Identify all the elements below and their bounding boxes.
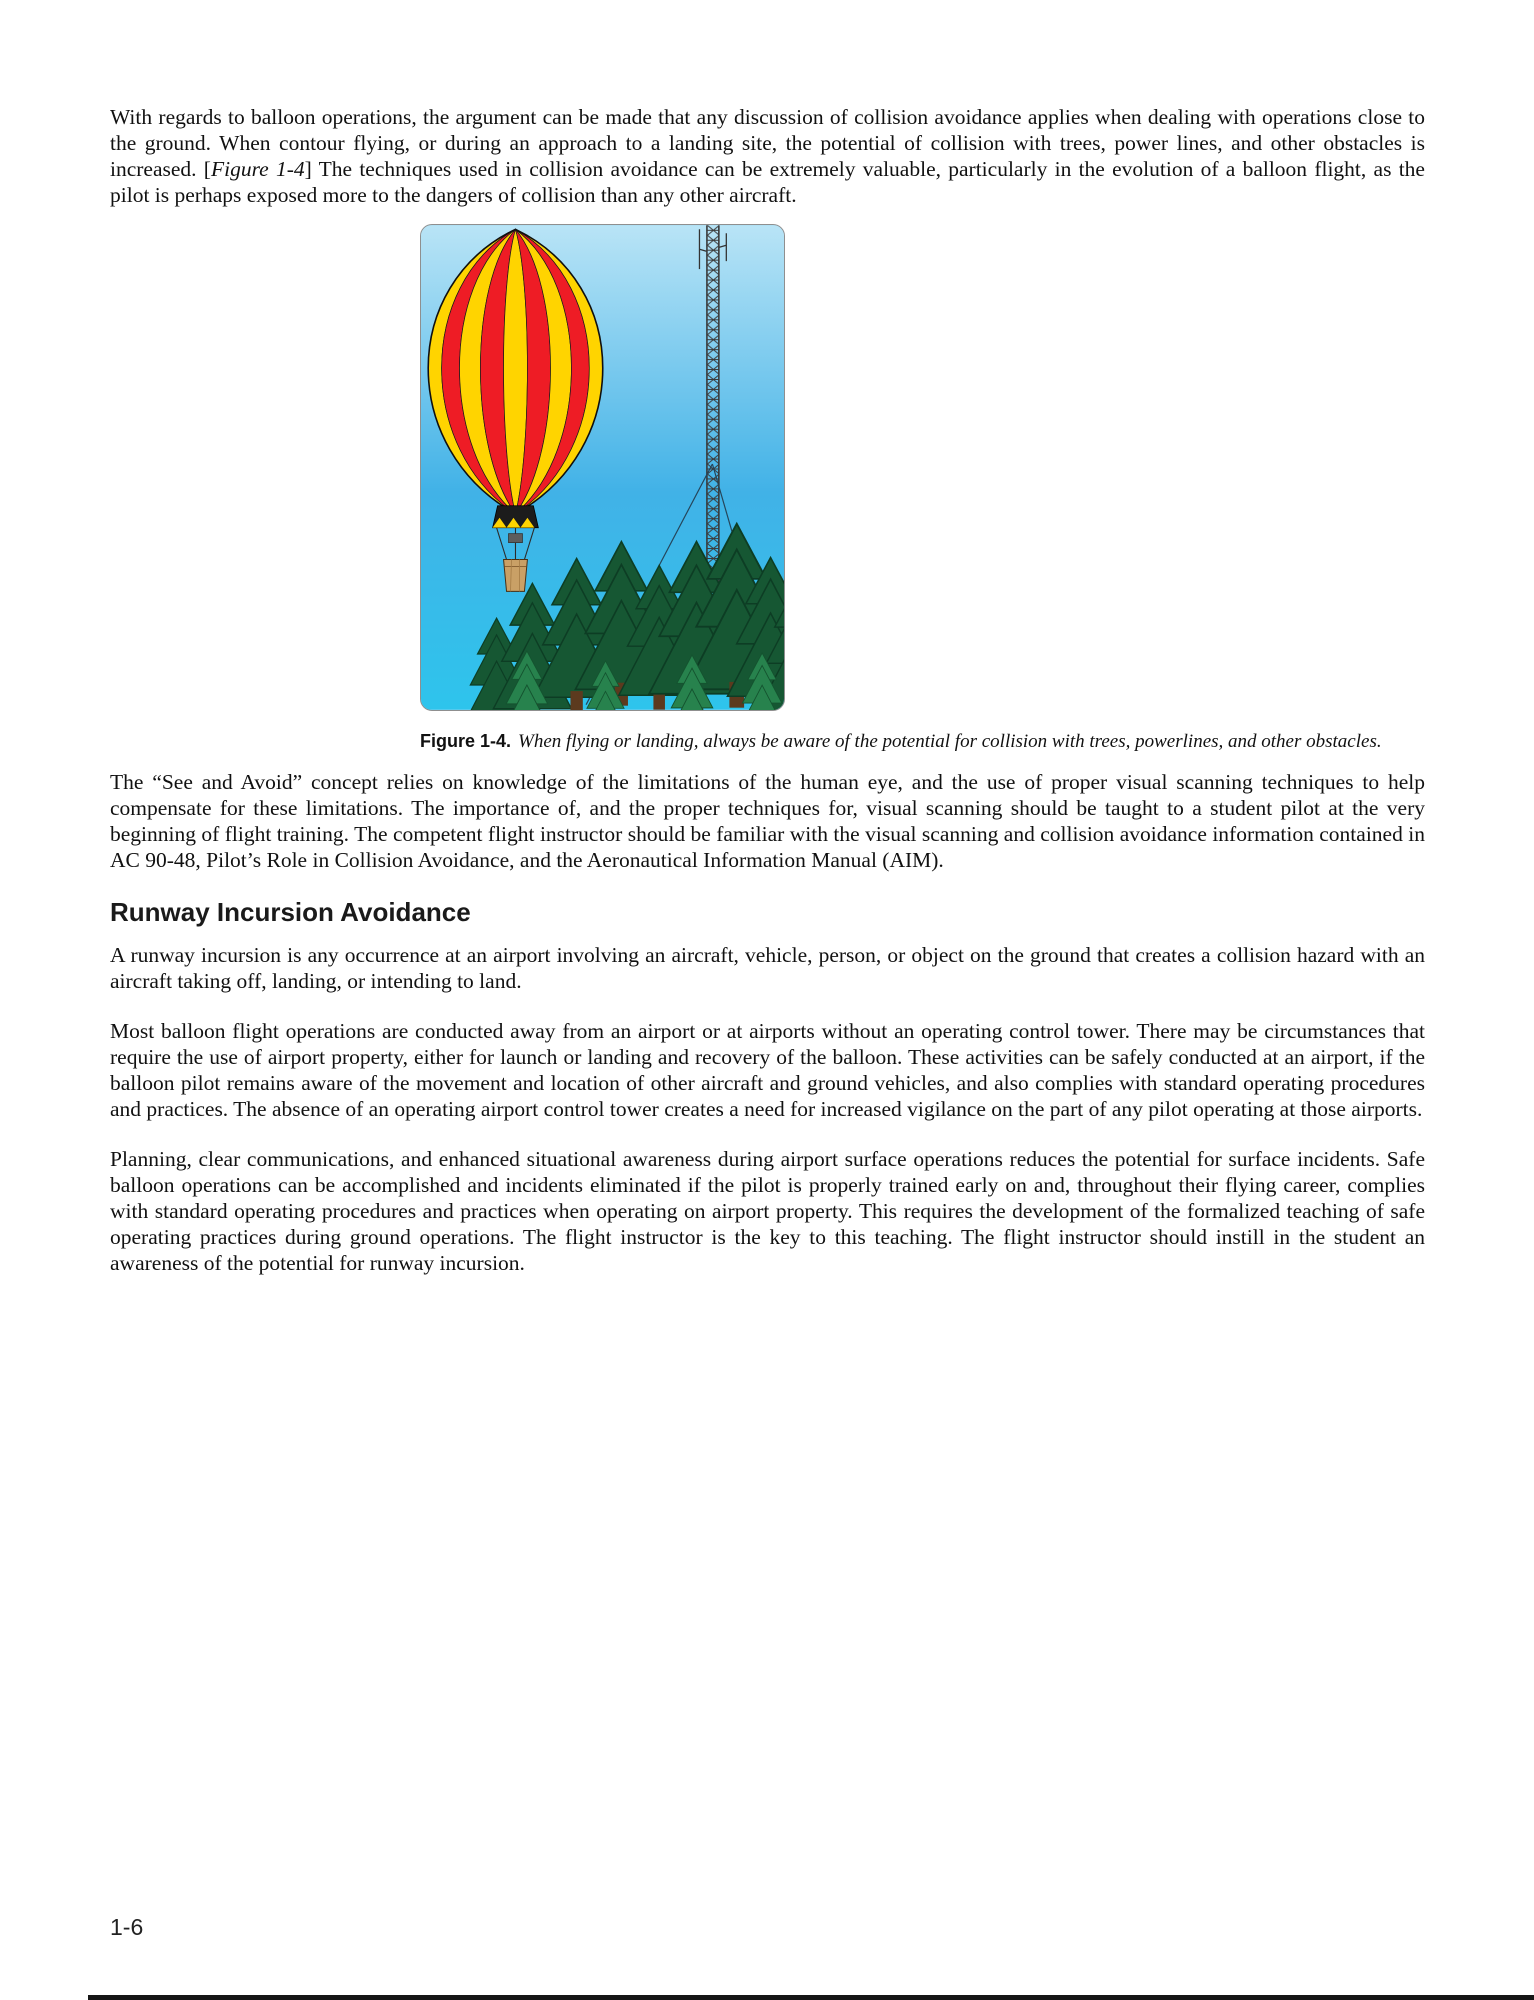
paragraph-intro-rest: ] The techniques used in collision avoidance can be extremely valuable, particularly in the evolution of a balloon flight, as the pilot is perhaps exposed more to the dangers of collision than any other aircraft. [110,157,1425,207]
figure-1-4-illustration [420,224,785,711]
paragraph-see-and-avoid: The “See and Avoid” concept relies on knowledge of the limitations of the human eye, and the use of proper visual scanning techniques to help compensate for these limitations. The importance of, and the proper techniques for, visual scanning should be taught to a student pilot at the very beginning of flight training. The competent flight instructor should be familiar with the visual scanning and collision avoidance information contained in AC 90-48, Pilot’s Role in Collision Avoidance, and the Aeronautical Information Manual (AIM). [110,770,1425,872]
burner [509,534,523,543]
paragraph-runway-incursion-definition: A runway incursion is any occurrence at an airport involving an aircraft, vehicle, person, or object on the ground that creates a collision hazard with an aircraft taking off, landing, or intending to land. [110,943,1425,993]
figure-caption-text: When flying or landing, always be aware of the potential for collision with trees, powerlines, and other obstacles. [518,731,1382,752]
page-bottom-edge [88,1995,1534,2000]
section-heading-runway-incursion: Runway Incursion Avoidance [110,897,471,927]
paragraph-planning-communications: Planning, clear communications, and enhanced situational awareness during airport surface operations reduces the potential for surface incidents. Safe balloon operations can be accomplished and incidents eliminated if the pilot is properly trained early on and, throughout their flying career, complies with standard operating procedures and practices when operating on airport property. This requires the development of the formalized teaching of safe operating practices during ground operations. The flight instructor is the key to this teaching. The flight instructor should instill in the student an awareness of the potential for runway incursion. [110,1147,1425,1275]
figure-1-4 [420,224,1382,753]
figure-reference: Figure 1-4 [210,157,305,181]
balloon-and-tower-scene [421,225,784,710]
paragraph-intro-text: With regards to balloon operations, the argument can be made that any discussion of collision avoidance applies when dealing with operations close to the ground. When contour flying, or during an approach to a landing site, the potential of collision with trees, power lines, and other obstacles is increased. [ [110,105,1425,181]
paragraph-balloon-airport-operations: Most balloon flight operations are conducted away from an airport or at airports without an operating control tower. There may be circumstances that require the use of airport property, either for launch or landing and recovery of the balloon. These activities can be safely conducted at an airport, if the balloon pilot remains aware of the movement and location of other aircraft and ground vehicles, and also complies with standard operating procedures and practices. The absence of an operating airport control tower creates a need for increased vigilance on the part of any pilot operating at those airports. [110,1019,1425,1121]
figure-caption-label: Figure 1-4. [420,731,512,751]
figure-1-4-caption [420,731,1382,753]
page-number: 1-6 [110,1914,144,1940]
paragraph-collision-avoidance [110,104,1425,208]
